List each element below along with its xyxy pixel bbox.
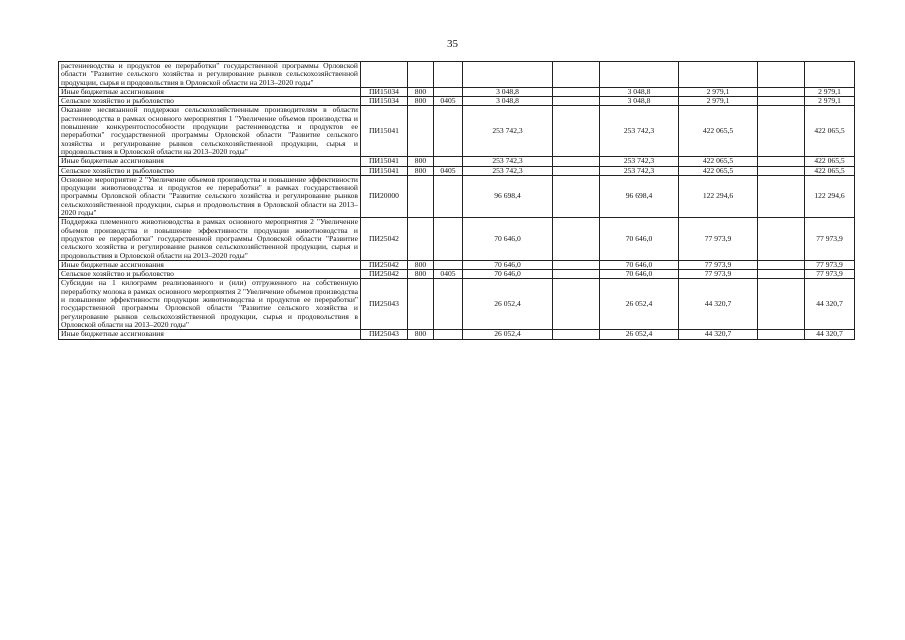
- row-expense-type: [408, 106, 434, 157]
- row-value-4: 77 973,9: [679, 270, 758, 279]
- row-section: [434, 218, 463, 260]
- row-value-6: 44 320,7: [805, 279, 855, 330]
- table-row: [59, 330, 855, 339]
- table-row: [59, 218, 855, 260]
- row-value-4: 422 065,5: [679, 157, 758, 166]
- table-row: [59, 260, 855, 269]
- row-value-2: [553, 166, 600, 175]
- row-value-6: 2 979,1: [805, 97, 855, 106]
- row-value-1: 3 048,8: [463, 97, 553, 106]
- row-name: Оказание несвязанной поддержки сельскохозяйственным производителям в области растениеводства в рамках основного мероприятия 1 "Увеличение объемов производства и повышение конкурентоспособности продукции растениеводства и продуктов ее переработки" государственной программы Орловской области "Развитие сельского хозяйства и регулирование рынков сельскохозяйственной продукции, сырья и продовольствия в Орловской области на 2013–2020 годы": [59, 106, 361, 157]
- table-row: [59, 166, 855, 175]
- row-value-4: 44 320,7: [679, 279, 758, 330]
- row-value-1: 26 052,4: [463, 330, 553, 339]
- table-row: [59, 279, 855, 330]
- row-value-4: [679, 62, 758, 88]
- row-value-4: 422 065,5: [679, 166, 758, 175]
- table-row: [59, 106, 855, 157]
- row-code: ПИ15041: [361, 106, 408, 157]
- row-value-2: [553, 175, 600, 217]
- row-expense-type: [408, 62, 434, 88]
- row-value-6: 422 065,5: [805, 157, 855, 166]
- row-value-4: 77 973,9: [679, 218, 758, 260]
- row-name: Иные бюджетные ассигнования: [59, 87, 361, 96]
- row-section: 0405: [434, 270, 463, 279]
- row-section: [434, 62, 463, 88]
- row-value-6: 122 294,6: [805, 175, 855, 217]
- row-value-6: [805, 62, 855, 88]
- row-value-6: 77 973,9: [805, 218, 855, 260]
- row-value-5: [758, 279, 805, 330]
- row-code: ПИ15041: [361, 157, 408, 166]
- row-code: ПИ15041: [361, 166, 408, 175]
- row-expense-type: 800: [408, 166, 434, 175]
- row-value-1: 70 646,0: [463, 218, 553, 260]
- row-value-5: [758, 97, 805, 106]
- row-value-5: [758, 218, 805, 260]
- row-value-2: [553, 270, 600, 279]
- row-value-5: [758, 270, 805, 279]
- row-value-5: [758, 106, 805, 157]
- row-value-6: 44 320,7: [805, 330, 855, 339]
- row-section: [434, 279, 463, 330]
- page-number: 35: [447, 38, 458, 50]
- row-value-2: [553, 157, 600, 166]
- row-expense-type: 800: [408, 270, 434, 279]
- row-value-2: [553, 218, 600, 260]
- row-value-1: 3 048,8: [463, 87, 553, 96]
- row-value-3: 3 048,8: [600, 97, 679, 106]
- row-section: [434, 157, 463, 166]
- row-name: растениеводства и продуктов ее переработки" государственной программы Орловской области "Развитие сельского хозяйства и регулирование рынков сельскохозяйственной продукции, сырья и продовольствия в Орловской области на 2013–2020 годы": [59, 62, 361, 88]
- row-section: [434, 260, 463, 269]
- row-value-1: 70 646,0: [463, 270, 553, 279]
- table-row: [59, 87, 855, 96]
- table-row: [59, 175, 855, 217]
- row-name: Субсидии на 1 килограмм реализованного и (или) отгруженного на собственную переработку молока в рамках основного мероприятия 2 "Увеличение объемов производства и повышение эффективности продукции животноводства и продуктов ее переработки" государственной программы Орловской области "Развитие сельского хозяйства и регулирование рынков сельскохозяйственной продукции, сырья и продовольствия в Орловской области на 2013–2020 годы": [59, 279, 361, 330]
- table-row: [59, 157, 855, 166]
- row-value-3: 70 646,0: [600, 260, 679, 269]
- table-body: [59, 62, 855, 340]
- row-value-3: 26 052,4: [600, 279, 679, 330]
- row-value-1: 26 052,4: [463, 279, 553, 330]
- row-expense-type: [408, 279, 434, 330]
- row-value-3: 253 742,3: [600, 157, 679, 166]
- row-value-2: [553, 62, 600, 88]
- row-value-2: [553, 106, 600, 157]
- row-code: ПИ25042: [361, 270, 408, 279]
- row-expense-type: 800: [408, 330, 434, 339]
- row-value-2: [553, 87, 600, 96]
- row-section: 0405: [434, 166, 463, 175]
- row-code: ПИ25042: [361, 218, 408, 260]
- row-value-1: 253 742,3: [463, 166, 553, 175]
- row-value-5: [758, 260, 805, 269]
- row-section: [434, 175, 463, 217]
- row-expense-type: 800: [408, 87, 434, 96]
- row-name: Поддержка племенного животноводства в рамках основного мероприятия 2 "Увеличение объемов производства и повышение эффективности продукции животноводства и продуктов ее переработки" государственной программы Орловской области "Развитие сельского хозяйства и регулирование рынков сельскохозяйственной продукции, сырья и продовольствия в Орловской области на 2013–2020 годы": [59, 218, 361, 260]
- row-value-5: [758, 330, 805, 339]
- row-code: ПИ25042: [361, 260, 408, 269]
- row-value-6: 2 979,1: [805, 87, 855, 96]
- row-value-6: 422 065,5: [805, 166, 855, 175]
- row-value-4: 2 979,1: [679, 97, 758, 106]
- row-value-2: [553, 279, 600, 330]
- row-name: Иные бюджетные ассигнования: [59, 330, 361, 339]
- row-value-6: 77 973,9: [805, 270, 855, 279]
- row-value-5: [758, 175, 805, 217]
- row-value-4: 77 973,9: [679, 260, 758, 269]
- row-name: Сельское хозяйство и рыболовство: [59, 270, 361, 279]
- row-code: ПИ20000: [361, 175, 408, 217]
- row-expense-type: [408, 218, 434, 260]
- row-code: ПИ15034: [361, 87, 408, 96]
- row-expense-type: 800: [408, 260, 434, 269]
- row-value-3: 3 048,8: [600, 87, 679, 96]
- row-section: [434, 87, 463, 96]
- row-value-6: 422 065,5: [805, 106, 855, 157]
- row-code: ПИ25043: [361, 330, 408, 339]
- row-expense-type: 800: [408, 97, 434, 106]
- table-row: [59, 270, 855, 279]
- row-value-5: [758, 166, 805, 175]
- row-name: Основное мероприятие 2 "Увеличение объемов производства и повышение эффективности продукции животноводства и продуктов ее переработки" в рамках государственной программы Орловской области "Развитие сельского хозяйства и регулирование рынков сельскохозяйственной продукции, сырья и продовольствия в Орловской области на 2013–2020 годы": [59, 175, 361, 217]
- row-value-2: [553, 260, 600, 269]
- row-value-3: 70 646,0: [600, 218, 679, 260]
- row-value-6: 77 973,9: [805, 260, 855, 269]
- table-row: [59, 62, 855, 88]
- row-value-1: [463, 62, 553, 88]
- row-value-4: 2 979,1: [679, 87, 758, 96]
- row-value-5: [758, 87, 805, 96]
- row-value-1: 96 698,4: [463, 175, 553, 217]
- row-value-3: 26 052,4: [600, 330, 679, 339]
- row-expense-type: 800: [408, 157, 434, 166]
- row-value-3: 70 646,0: [600, 270, 679, 279]
- row-section: [434, 330, 463, 339]
- row-value-4: 422 065,5: [679, 106, 758, 157]
- row-value-2: [553, 330, 600, 339]
- row-value-1: 253 742,3: [463, 106, 553, 157]
- row-code: ПИ15034: [361, 97, 408, 106]
- row-value-2: [553, 97, 600, 106]
- budget-table: [58, 61, 855, 340]
- row-section: [434, 106, 463, 157]
- row-section: 0405: [434, 97, 463, 106]
- row-value-1: 253 742,3: [463, 157, 553, 166]
- row-value-3: 96 698,4: [600, 175, 679, 217]
- row-value-5: [758, 157, 805, 166]
- row-code: ПИ25043: [361, 279, 408, 330]
- row-value-3: 253 742,3: [600, 106, 679, 157]
- row-value-3: 253 742,3: [600, 166, 679, 175]
- row-name: Иные бюджетные ассигнования: [59, 260, 361, 269]
- row-name: Сельское хозяйство и рыболовство: [59, 97, 361, 106]
- table-row: [59, 97, 855, 106]
- row-value-5: [758, 62, 805, 88]
- row-expense-type: [408, 175, 434, 217]
- row-name: Иные бюджетные ассигнования: [59, 157, 361, 166]
- row-value-4: 122 294,6: [679, 175, 758, 217]
- row-value-3: [600, 62, 679, 88]
- row-name: Сельское хозяйство и рыболовство: [59, 166, 361, 175]
- row-code: [361, 62, 408, 88]
- row-value-1: 70 646,0: [463, 260, 553, 269]
- row-value-4: 44 320,7: [679, 330, 758, 339]
